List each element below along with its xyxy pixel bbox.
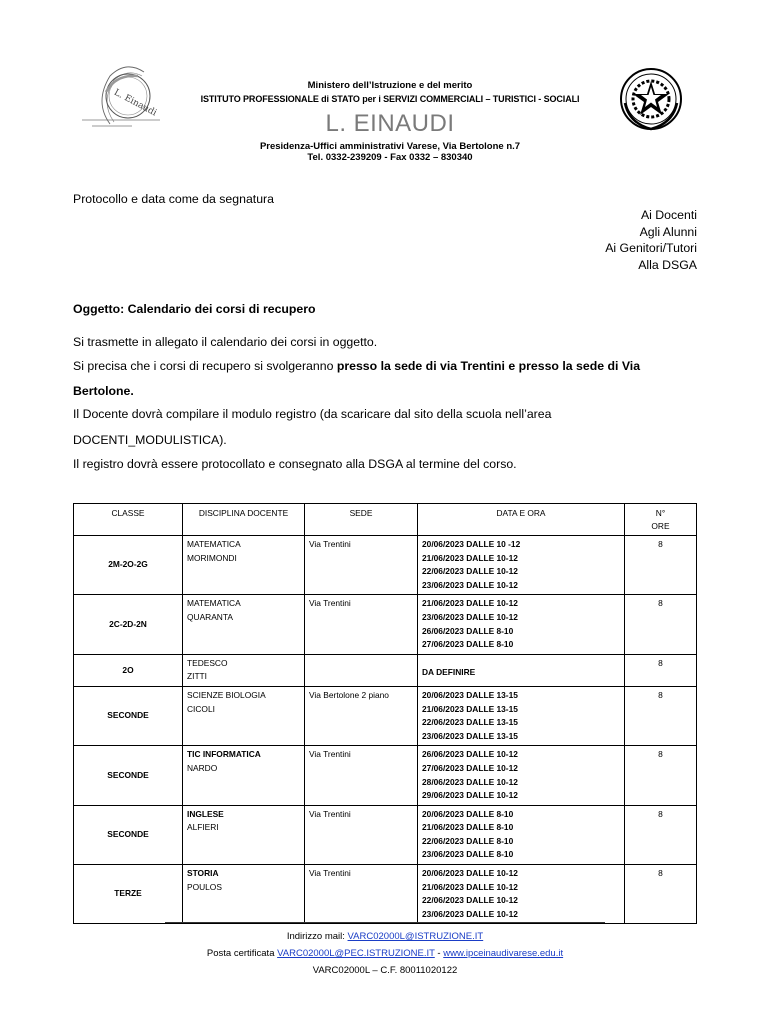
discipline-name: MATEMATICA bbox=[187, 598, 241, 609]
recipient-dsga: Alla DSGA bbox=[638, 258, 697, 272]
date-entry: 22/06/2023 DALLE 8-10 bbox=[422, 835, 514, 846]
header-classe: CLASSE bbox=[74, 504, 183, 536]
paragraph-1: Si trasmette in allegato il calendario dei corsi in oggetto. bbox=[73, 335, 378, 349]
header-data: DATA E ORA bbox=[418, 504, 625, 536]
discipline-name: INGLESE bbox=[187, 808, 224, 819]
paragraph-4: Il registro dovrà essere protocollato e consegnato alla DSGA al termine del corso. bbox=[73, 457, 517, 471]
footer-pec-link[interactable]: VARC02000L@PEC.ISTRUZIONE.IT bbox=[277, 948, 435, 959]
header-ore: N° ORE bbox=[625, 504, 697, 536]
table-row bbox=[74, 865, 697, 924]
table-row bbox=[74, 536, 697, 595]
date-entry: 26/06/2023 DALLE 8-10 bbox=[422, 625, 514, 636]
date-entry: 23/06/2023 DALLE 8-10 bbox=[422, 849, 514, 860]
footer-divider bbox=[165, 922, 605, 923]
teacher-name: ALFIERI bbox=[187, 822, 219, 833]
paragraph-3-line-2: DOCENTI_MODULISTICA). bbox=[73, 433, 227, 447]
discipline-name: TIC INFORMATICA bbox=[187, 749, 261, 760]
svg-text:L. Einaudi: L. Einaudi bbox=[112, 87, 159, 119]
header-sede: SEDE bbox=[305, 504, 418, 536]
date-entry: 22/06/2023 DALLE 10-12 bbox=[422, 895, 518, 906]
cell-ore: 8 bbox=[625, 805, 697, 864]
table-row bbox=[74, 654, 697, 686]
paragraph-2-bold-end: Bertolone. bbox=[73, 384, 134, 398]
date-entry: DA DEFINIRE bbox=[422, 666, 476, 677]
table-row bbox=[74, 746, 697, 805]
footer-pec-label: Posta certificata bbox=[206, 948, 278, 959]
date-entry: 21/06/2023 DALLE 10-12 bbox=[422, 881, 518, 892]
date-entry: 29/06/2023 DALLE 10-12 bbox=[422, 790, 518, 801]
table-row bbox=[74, 805, 697, 864]
teacher-name: CICOLI bbox=[187, 703, 215, 714]
date-entry: 20/06/2023 DALLE 13-15 bbox=[422, 689, 518, 700]
ministry-title: Ministero dell’Istruzione e del merito bbox=[307, 80, 473, 91]
discipline-name: TEDESCO bbox=[187, 657, 228, 668]
school-address: Presidenza-Uffici amministrativi Varese, Via Bertolone n.7 bbox=[259, 141, 521, 152]
cell-data-ora bbox=[418, 805, 625, 864]
subject-line: Oggetto: Calendario dei corsi di recupero bbox=[73, 302, 316, 316]
table-row bbox=[74, 595, 697, 654]
date-entry: 23/06/2023 DALLE 10-12 bbox=[422, 611, 518, 622]
cell-ore: 8 bbox=[625, 536, 697, 595]
protocol-line: Protocollo e data come da segnatura bbox=[73, 192, 274, 206]
date-entry: 22/06/2023 DALLE 10-12 bbox=[422, 566, 518, 577]
cell-disciplina-docente bbox=[183, 686, 305, 745]
footer-website-link[interactable]: www.ipceinaudivarese.edu.it bbox=[443, 948, 564, 959]
cell-classe: 2M-2O-2G bbox=[74, 536, 183, 595]
date-entry: 23/06/2023 DALLE 10-12 bbox=[422, 908, 518, 919]
teacher-name: QUARANTA bbox=[187, 611, 233, 622]
date-entry: 27/06/2023 DALLE 10-12 bbox=[422, 762, 518, 773]
teacher-name: ZITTI bbox=[187, 671, 208, 682]
cell-sede bbox=[305, 654, 418, 686]
paragraph-2-bold: presso la sede di via Trentini e presso la sede di Via bbox=[336, 359, 641, 373]
cell-disciplina-docente bbox=[183, 865, 305, 924]
footer-pec-line bbox=[100, 948, 670, 959]
cell-ore: 8 bbox=[625, 865, 697, 924]
date-entry: 23/06/2023 DALLE 13-15 bbox=[422, 730, 518, 741]
date-entry: 21/06/2023 DALLE 10-12 bbox=[422, 598, 518, 609]
cell-classe: SECONDE bbox=[74, 746, 183, 805]
date-entry: 26/06/2023 DALLE 10-12 bbox=[422, 749, 518, 760]
teacher-name: POULOS bbox=[187, 881, 222, 892]
cell-data-ora bbox=[418, 595, 625, 654]
discipline-name: MATEMATICA bbox=[187, 539, 241, 549]
paragraph-2 bbox=[73, 359, 640, 373]
date-entry: 22/06/2023 DALLE 13-15 bbox=[422, 717, 518, 728]
discipline-name: STORIA bbox=[187, 868, 219, 879]
cell-disciplina-docente bbox=[183, 536, 305, 595]
cell-classe: 2O bbox=[74, 654, 183, 686]
cell-sede: Via Trentini bbox=[305, 865, 418, 924]
cell-sede: Via Trentini bbox=[305, 746, 418, 805]
cell-classe: SECONDE bbox=[74, 686, 183, 745]
date-entry: 21/06/2023 DALLE 8-10 bbox=[422, 822, 514, 833]
date-entry: 20/06/2023 DALLE 8-10 bbox=[422, 808, 514, 819]
date-entry: 20/06/2023 DALLE 10 -12 bbox=[422, 539, 521, 549]
cell-data-ora bbox=[418, 746, 625, 805]
school-phone: Tel. 0332-239209 - Fax 0332 – 830340 bbox=[307, 152, 473, 163]
date-entry: 21/06/2023 DALLE 10-12 bbox=[422, 552, 518, 563]
table-header-row bbox=[74, 504, 697, 536]
cell-sede: Via Trentini bbox=[305, 536, 418, 595]
cell-disciplina-docente bbox=[183, 654, 305, 686]
republic-emblem bbox=[615, 63, 687, 135]
teacher-name: NARDO bbox=[187, 762, 218, 773]
footer-separator: - bbox=[434, 948, 444, 959]
cell-data-ora bbox=[418, 686, 625, 745]
date-entry: 20/06/2023 DALLE 10-12 bbox=[422, 868, 518, 879]
cell-data-ora bbox=[418, 536, 625, 595]
footer-mail-label: Indirizzo mail: bbox=[286, 931, 348, 942]
cell-classe: TERZE bbox=[74, 865, 183, 924]
header-disciplina: DISCIPLINA DOCENTE bbox=[183, 504, 305, 536]
cell-data-ora bbox=[418, 865, 625, 924]
footer-mail-line bbox=[100, 931, 670, 942]
cell-disciplina-docente bbox=[183, 746, 305, 805]
table-row bbox=[74, 686, 697, 745]
institute-title: ISTITUTO PROFESSIONALE di STATO per i SERVIZI COMMERCIALI – TURISTICI - SOCIALI bbox=[200, 94, 580, 104]
cell-disciplina-docente bbox=[183, 595, 305, 654]
cell-classe: 2C-2D-2N bbox=[74, 595, 183, 654]
recipient-genitori: Ai Genitori/Tutori bbox=[605, 241, 697, 255]
cell-disciplina-docente bbox=[183, 805, 305, 864]
discipline-name: SCIENZE BIOLOGIA bbox=[187, 689, 266, 700]
paragraph-2-text: Si precisa che i corsi di recupero si svolgeranno bbox=[73, 359, 337, 373]
date-entry: 21/06/2023 DALLE 13-15 bbox=[422, 703, 518, 714]
school-name: L. EINAUDI bbox=[325, 110, 455, 137]
cell-data-ora bbox=[418, 654, 625, 686]
date-entry: 28/06/2023 DALLE 10-12 bbox=[422, 776, 518, 787]
cell-ore: 8 bbox=[625, 746, 697, 805]
cell-sede: Via Bertolone 2 piano bbox=[305, 686, 418, 745]
date-entry: 27/06/2023 DALLE 8-10 bbox=[422, 639, 514, 650]
cell-ore: 8 bbox=[625, 595, 697, 654]
date-entry: 23/06/2023 DALLE 10-12 bbox=[422, 579, 518, 590]
recipient-docenti: Ai Docenti bbox=[640, 208, 697, 222]
paragraph-3-line-1: Il Docente dovrà compilare il modulo registro (da scaricare dal sito della scuola nell’area bbox=[73, 407, 552, 421]
cell-ore: 8 bbox=[625, 686, 697, 745]
recipient-alunni: Agli Alunni bbox=[639, 225, 697, 239]
cell-classe: SECONDE bbox=[74, 805, 183, 864]
footer-mail-link[interactable]: VARC02000L@ISTRUZIONE.IT bbox=[347, 931, 484, 942]
cell-sede: Via Trentini bbox=[305, 595, 418, 654]
cell-ore: 8 bbox=[625, 654, 697, 686]
footer-codes: VARC02000L – C.F. 80011020122 bbox=[312, 965, 458, 976]
cell-sede: Via Trentini bbox=[305, 805, 418, 864]
teacher-name: MORIMONDI bbox=[187, 552, 237, 563]
course-calendar-table bbox=[73, 503, 697, 924]
